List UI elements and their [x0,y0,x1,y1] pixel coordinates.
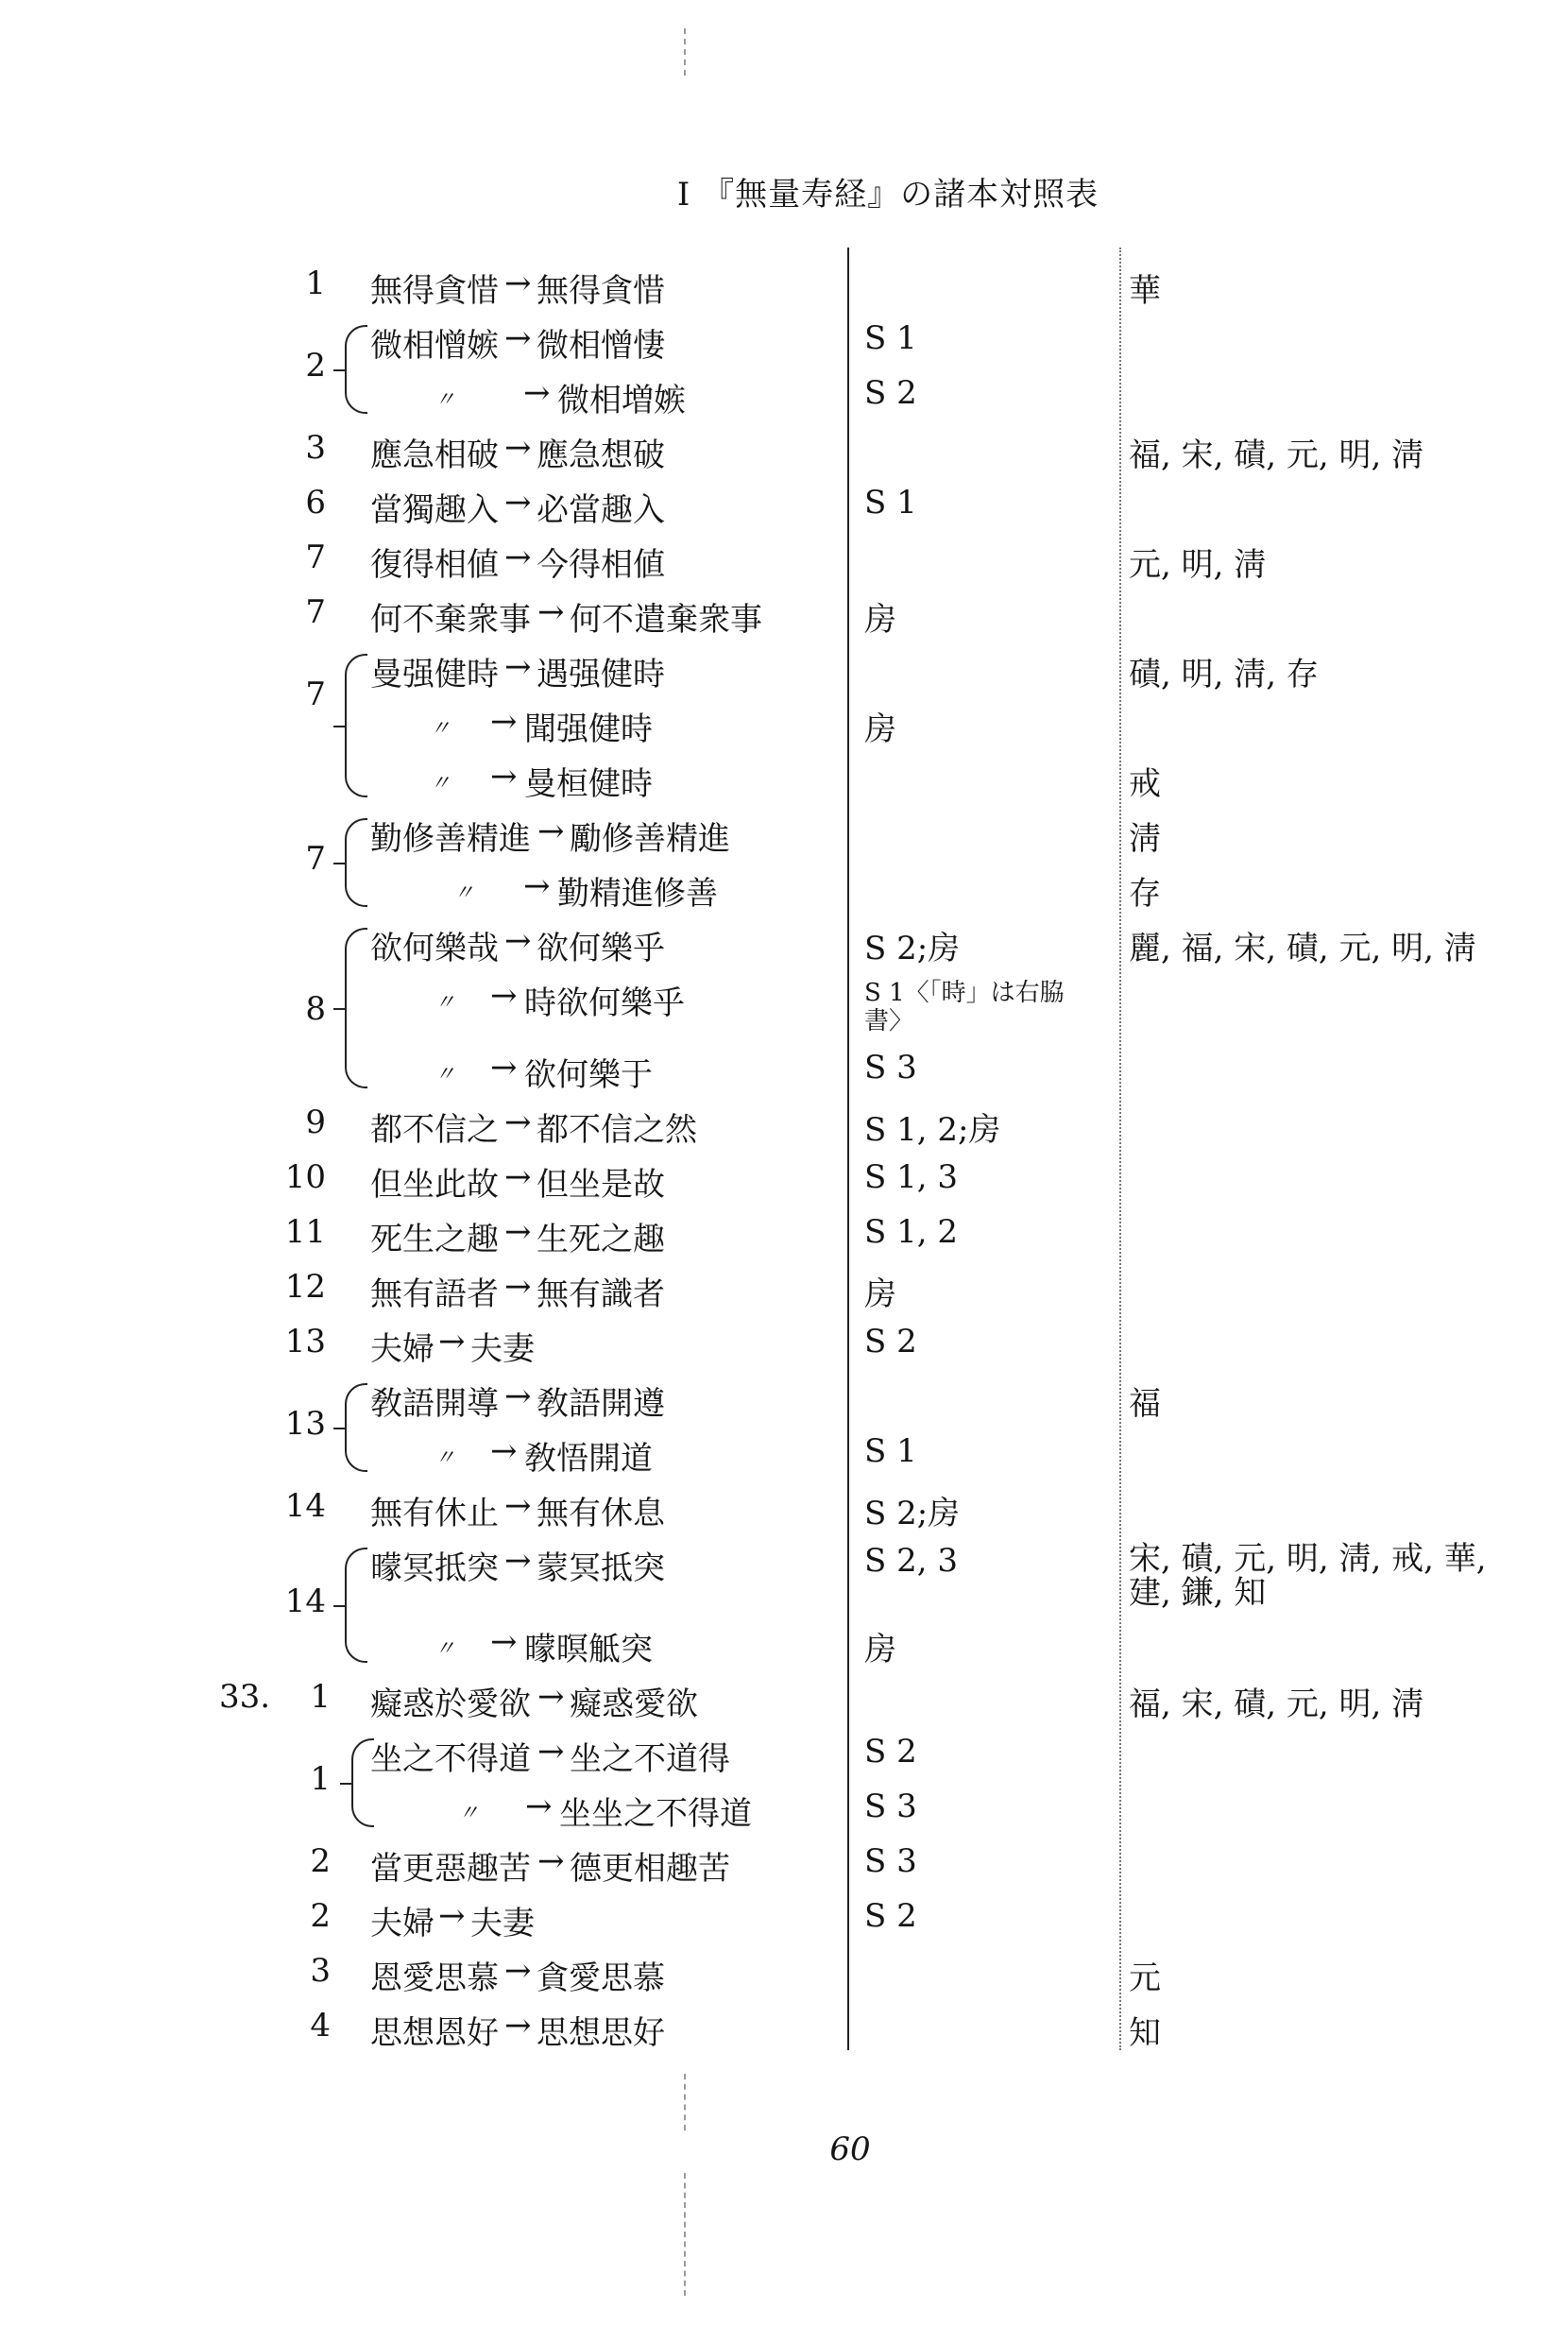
table-row [0,1315,1568,1370]
arrow: → [504,1213,532,1251]
witness-manuscript: 房 [864,710,896,748]
entry-number: 2 [310,1842,331,1880]
witness-manuscript: S 1 [864,484,917,522]
entry-number: 13 [284,1405,326,1443]
entry-number: 1 [305,265,326,302]
section-number: 33. [219,1678,271,1716]
reading-original: 無有語者 [370,1275,499,1313]
arrow: → [490,1432,518,1470]
witness-manuscript: S 2 [864,1323,917,1360]
reading-variant: 貪愛思慕 [537,1959,665,1997]
witness-manuscript: S 2 [864,374,917,412]
reading-original: 思想恩好 [370,2014,499,2052]
arrow: → [504,1952,532,1990]
reading-variant: 坐坐之不得道 [559,1795,752,1833]
reading-original: 應急相破 [370,436,499,474]
reading-variant: 曚暝觝突 [524,1631,653,1668]
reading-original: 微相憎嫉 [370,327,499,365]
reading-variant: 勵修善精進 [570,820,730,858]
table-row [0,1151,1568,1206]
group-brace [345,1548,367,1663]
table-row [0,1041,1568,1096]
reading-variant: 無得貪惜 [537,272,665,310]
reading-variant: 欲何樂乎 [537,930,665,967]
reading-original: 夫婦 [370,1330,435,1368]
arrow: → [490,1049,518,1086]
reading-variant: 敎悟開道 [524,1440,653,1478]
entry-number: 2 [310,1897,331,1935]
table-row [0,1780,1568,1835]
table-row [0,695,1568,750]
reading-variant: 微相増嫉 [557,382,686,419]
ditto-mark: 〃 [435,1637,456,1661]
arrow: → [438,1323,466,1360]
reading-variant: 蒙冥抵突 [537,1549,665,1587]
table-row [0,1206,1568,1260]
reading-variant: 遇强健時 [537,656,665,693]
arrow: → [504,1104,532,1141]
entry-number: 7 [305,539,326,576]
table-row [0,860,1568,915]
table-row [0,750,1568,805]
arrow: → [504,922,532,960]
witness-manuscript: S 2;房 [864,930,961,967]
arrow: → [537,593,565,631]
witness-editions: 戒 [1129,765,1161,803]
table-row [0,586,1568,641]
entry-number: 6 [305,484,326,522]
group-brace [345,1383,367,1472]
group-brace [351,1738,374,1827]
witness-editions: 福, 宋, 磧, 元, 明, 淸 [1129,1685,1424,1723]
entry-number: 3 [310,1952,331,1990]
entry-number: 2 [305,347,326,385]
entry-number: 1 [310,1678,331,1716]
witness-manuscript: S 3 [864,1049,917,1086]
reading-variant: 必當趣入 [537,491,665,529]
witness-manuscript: S 2 [864,1897,917,1935]
table-row [0,969,1568,1035]
reading-variant: 今得相値 [537,546,665,584]
witness-editions: 磧, 明, 淸, 存 [1129,656,1319,693]
page-title: I 『無量寿経』の諸本対照表 [676,176,1099,214]
reading-original: 勤修善精進 [370,820,531,858]
witness-manuscript: 房 [864,1631,896,1668]
witness-manuscript: S 1 [864,1432,917,1470]
table-row [0,312,1568,385]
entry-number: 3 [305,429,326,467]
entry-number: 13 [284,1323,326,1360]
entry-number: 9 [305,1104,326,1141]
arrow: → [490,758,518,796]
witness-editions: 元, 明, 淸 [1129,546,1267,584]
table-row [0,1944,1568,1999]
arrow: → [504,539,532,576]
reading-original: 欲何樂哉 [370,930,499,967]
reading-variant: 生死之趣 [537,1221,665,1258]
reading-original: 坐之不得道 [370,1740,531,1778]
reading-original: 無有休止 [370,1495,499,1532]
reading-variant: 微相憎悽 [537,327,665,365]
witness-manuscript: S 2;房 [864,1495,961,1532]
arrow: → [523,374,551,412]
arrow: → [525,1788,553,1825]
arrow: → [504,1487,532,1525]
reading-original: 何不棄衆事 [370,601,531,639]
reading-original: 癡惑於愛欲 [370,1685,531,1723]
witness-editions: 宋, 磧, 元, 明, 淸, 戒, 華, 建, 鎌, 知 [1129,1540,1487,1612]
witness-manuscript: S 1, 2;房 [864,1111,1001,1149]
table-row [0,641,1568,713]
table-row [0,1670,1568,1725]
reading-variant: 都不信之然 [537,1111,697,1149]
reading-original: 當更惡趣苦 [370,1850,531,1888]
witness-editions: 知 [1129,2014,1161,2052]
witness-editions: 淸 [1129,820,1161,858]
entry-number: 10 [284,1158,326,1196]
witness-manuscript: S 3 [864,1842,917,1880]
page-number: 60 [829,2130,871,2168]
reading-variant: 敎語開遵 [537,1385,665,1423]
reading-original: 死生之趣 [370,1221,499,1258]
reading-original: 曚冥抵突 [370,1549,499,1587]
arrow: → [504,1158,532,1196]
arrow: → [504,1542,532,1580]
arrow: → [504,648,532,686]
arrow: → [537,1733,565,1771]
entry-number: 7 [305,593,326,631]
page-header [0,168,1568,225]
reading-variant: 夫妻 [470,1330,535,1368]
reading-variant: 曼桓健時 [524,765,653,803]
table-row [0,1534,1568,1620]
ditto-mark: 〃 [430,772,452,796]
reading-variant: 坐之不道得 [570,1740,730,1778]
reading-variant: 欲何樂于 [524,1056,653,1094]
table-row [0,1890,1568,1944]
witness-editions: 福, 宋, 磧, 元, 明, 淸 [1129,436,1424,474]
arrow: → [537,1842,565,1880]
arrow: → [523,867,551,905]
ditto-mark: 〃 [435,1446,456,1470]
fold-mark-bottom [684,2173,686,2296]
arrow: → [504,1268,532,1306]
table-row [0,1616,1568,1670]
ditto-mark: 〃 [458,1802,480,1825]
table-row [0,531,1568,586]
arrow: → [504,319,532,357]
table-row [0,1999,1568,2054]
reading-variant: 何不遣棄衆事 [570,601,762,639]
reading-variant: 應急想破 [537,436,665,474]
witness-manuscript: S 1, 2 [864,1213,958,1251]
table-row [0,1096,1568,1151]
table-row [0,1725,1568,1798]
arrow: → [490,703,518,741]
arrow: → [490,1623,518,1661]
reading-variant: 癡惑愛欲 [570,1685,698,1723]
table-row [0,1425,1568,1480]
entry-number: 4 [310,2007,331,2045]
table-row [0,421,1568,476]
arrow: → [537,813,565,850]
reading-variant: 德更相趣苦 [570,1850,730,1888]
group-brace [345,325,367,414]
reading-variant: 夫妻 [470,1905,535,1942]
fold-mark-middle [684,2074,686,2130]
reading-original: 曼强健時 [370,656,499,693]
ditto-mark: 〃 [453,881,475,905]
group-brace [345,818,367,907]
entry-number: 12 [284,1268,326,1306]
entry-number: 7 [305,840,326,878]
reading-variant: 勤精進修善 [557,875,718,913]
arrow: → [537,1678,565,1716]
witness-editions: 福 [1129,1385,1161,1423]
entry-number: 1 [310,1760,331,1798]
witness-manuscript: S 1, 3 [864,1158,958,1196]
witness-manuscript: S 1 [864,319,917,357]
witness-manuscript: S 1〈「時」は右脇書〉 [864,979,1065,1035]
reading-original: 復得相値 [370,546,499,584]
table-row [0,1370,1568,1443]
table-row [0,1480,1568,1534]
reading-variant: 但坐是故 [537,1166,665,1204]
arrow: → [504,429,532,467]
table-row [0,367,1568,421]
table-row [0,257,1568,312]
reading-variant: 思想思好 [537,2014,665,2052]
table-row [0,476,1568,531]
table-row [0,1835,1568,1890]
reading-original: 恩愛思慕 [370,1959,499,1997]
ditto-mark: 〃 [430,717,452,741]
witness-manuscript: 房 [864,601,896,639]
reading-original: 無得貪惜 [370,272,499,310]
table-row [0,1260,1568,1315]
reading-variant: 聞强健時 [524,710,653,748]
witness-editions: 存 [1129,875,1161,913]
reading-variant: 無有休息 [537,1495,665,1532]
witness-editions: 麗, 福, 宋, 磧, 元, 明, 淸 [1129,930,1476,967]
reading-variant: 時欲何樂乎 [524,984,685,1022]
arrow: → [438,1897,466,1935]
reading-original: 敎語開導 [370,1385,499,1423]
arrow: → [504,484,532,522]
ditto-mark: 〃 [435,1063,456,1086]
reading-variant: 無有識者 [537,1275,665,1313]
entry-number: 7 [305,676,326,713]
arrow: → [504,265,532,302]
fold-mark-top [684,28,686,76]
reading-original: 但坐此故 [370,1166,499,1204]
reading-original: 夫婦 [370,1905,435,1942]
group-brace [345,928,367,1088]
witness-manuscript: S 2, 3 [864,1542,958,1580]
page-footer [0,2130,1568,2168]
table-row [0,805,1568,878]
arrow: → [504,2007,532,2045]
reading-original: 都不信之 [370,1111,499,1149]
arrow: → [504,1377,532,1415]
witness-manuscript: 房 [864,1275,896,1313]
entry-number: 11 [284,1213,326,1251]
ditto-mark: 〃 [435,388,456,412]
arrow: → [490,977,518,1015]
reading-original: 當獨趣入 [370,491,499,529]
entry-number: 8 [305,990,326,1028]
ditto-mark: 〃 [435,991,456,1015]
group-brace [345,654,367,797]
witness-editions: 元 [1129,1959,1161,1997]
witness-editions: 華 [1129,272,1161,310]
entry-number: 14 [284,1487,326,1525]
entry-number: 14 [284,1583,326,1620]
witness-manuscript: S 2 [864,1733,917,1771]
witness-manuscript: S 3 [864,1788,917,1825]
